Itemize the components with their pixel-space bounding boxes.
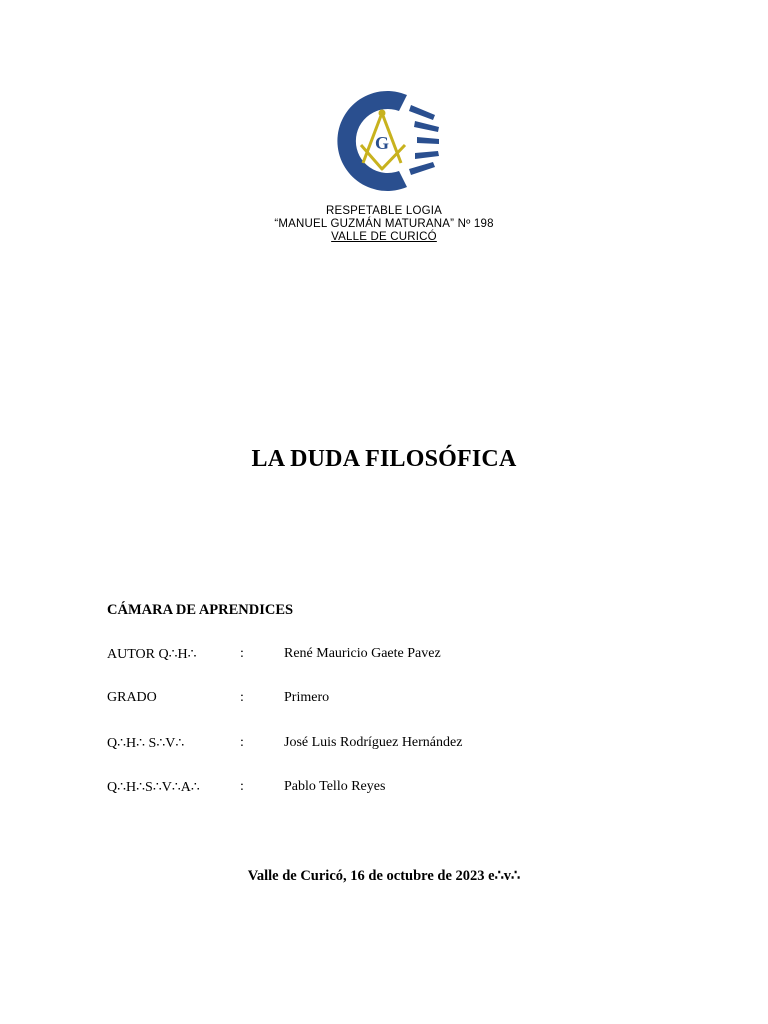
info-label: Q∴H∴S∴V∴A∴ xyxy=(107,780,200,795)
info-row-supervisor xyxy=(107,735,667,755)
info-colon: : xyxy=(240,690,244,705)
info-label: GRADO xyxy=(107,690,157,705)
document-title: LA DUDA FILOSÓFICA xyxy=(251,446,517,472)
chamber-heading: CÁMARA DE APRENDICES xyxy=(107,602,294,618)
logo-line-2: “MANUEL GUZMÁN MATURANA” Nº 198 xyxy=(274,218,494,230)
info-value: Primero xyxy=(284,690,330,705)
info-value: René Mauricio Gaete Pavez xyxy=(284,646,441,661)
info-label: AUTOR Q∴H∴ xyxy=(107,647,197,662)
info-label: Q∴H∴ S∴V∴ xyxy=(107,736,185,751)
lodge-logo xyxy=(0,85,768,244)
logo-caption xyxy=(0,205,768,244)
info-colon: : xyxy=(240,646,244,661)
info-value: José Luis Rodríguez Hernández xyxy=(284,735,463,750)
footer-date: Valle de Curicó, 16 de octubre de 2023 e∴v∴ xyxy=(247,868,521,884)
info-value: Pablo Tello Reyes xyxy=(284,779,386,794)
masonic-emblem-icon xyxy=(329,85,439,197)
logo-line-1: RESPETABLE LOGIA xyxy=(325,205,443,217)
info-row-author xyxy=(107,646,667,666)
info-colon: : xyxy=(240,735,244,750)
emblem-letter: G xyxy=(374,133,390,153)
logo-line-3: VALLE DE CURICÓ xyxy=(331,231,437,243)
info-colon: : xyxy=(240,779,244,794)
info-row-degree xyxy=(107,690,667,710)
info-row-assistant-supervisor xyxy=(107,779,667,799)
